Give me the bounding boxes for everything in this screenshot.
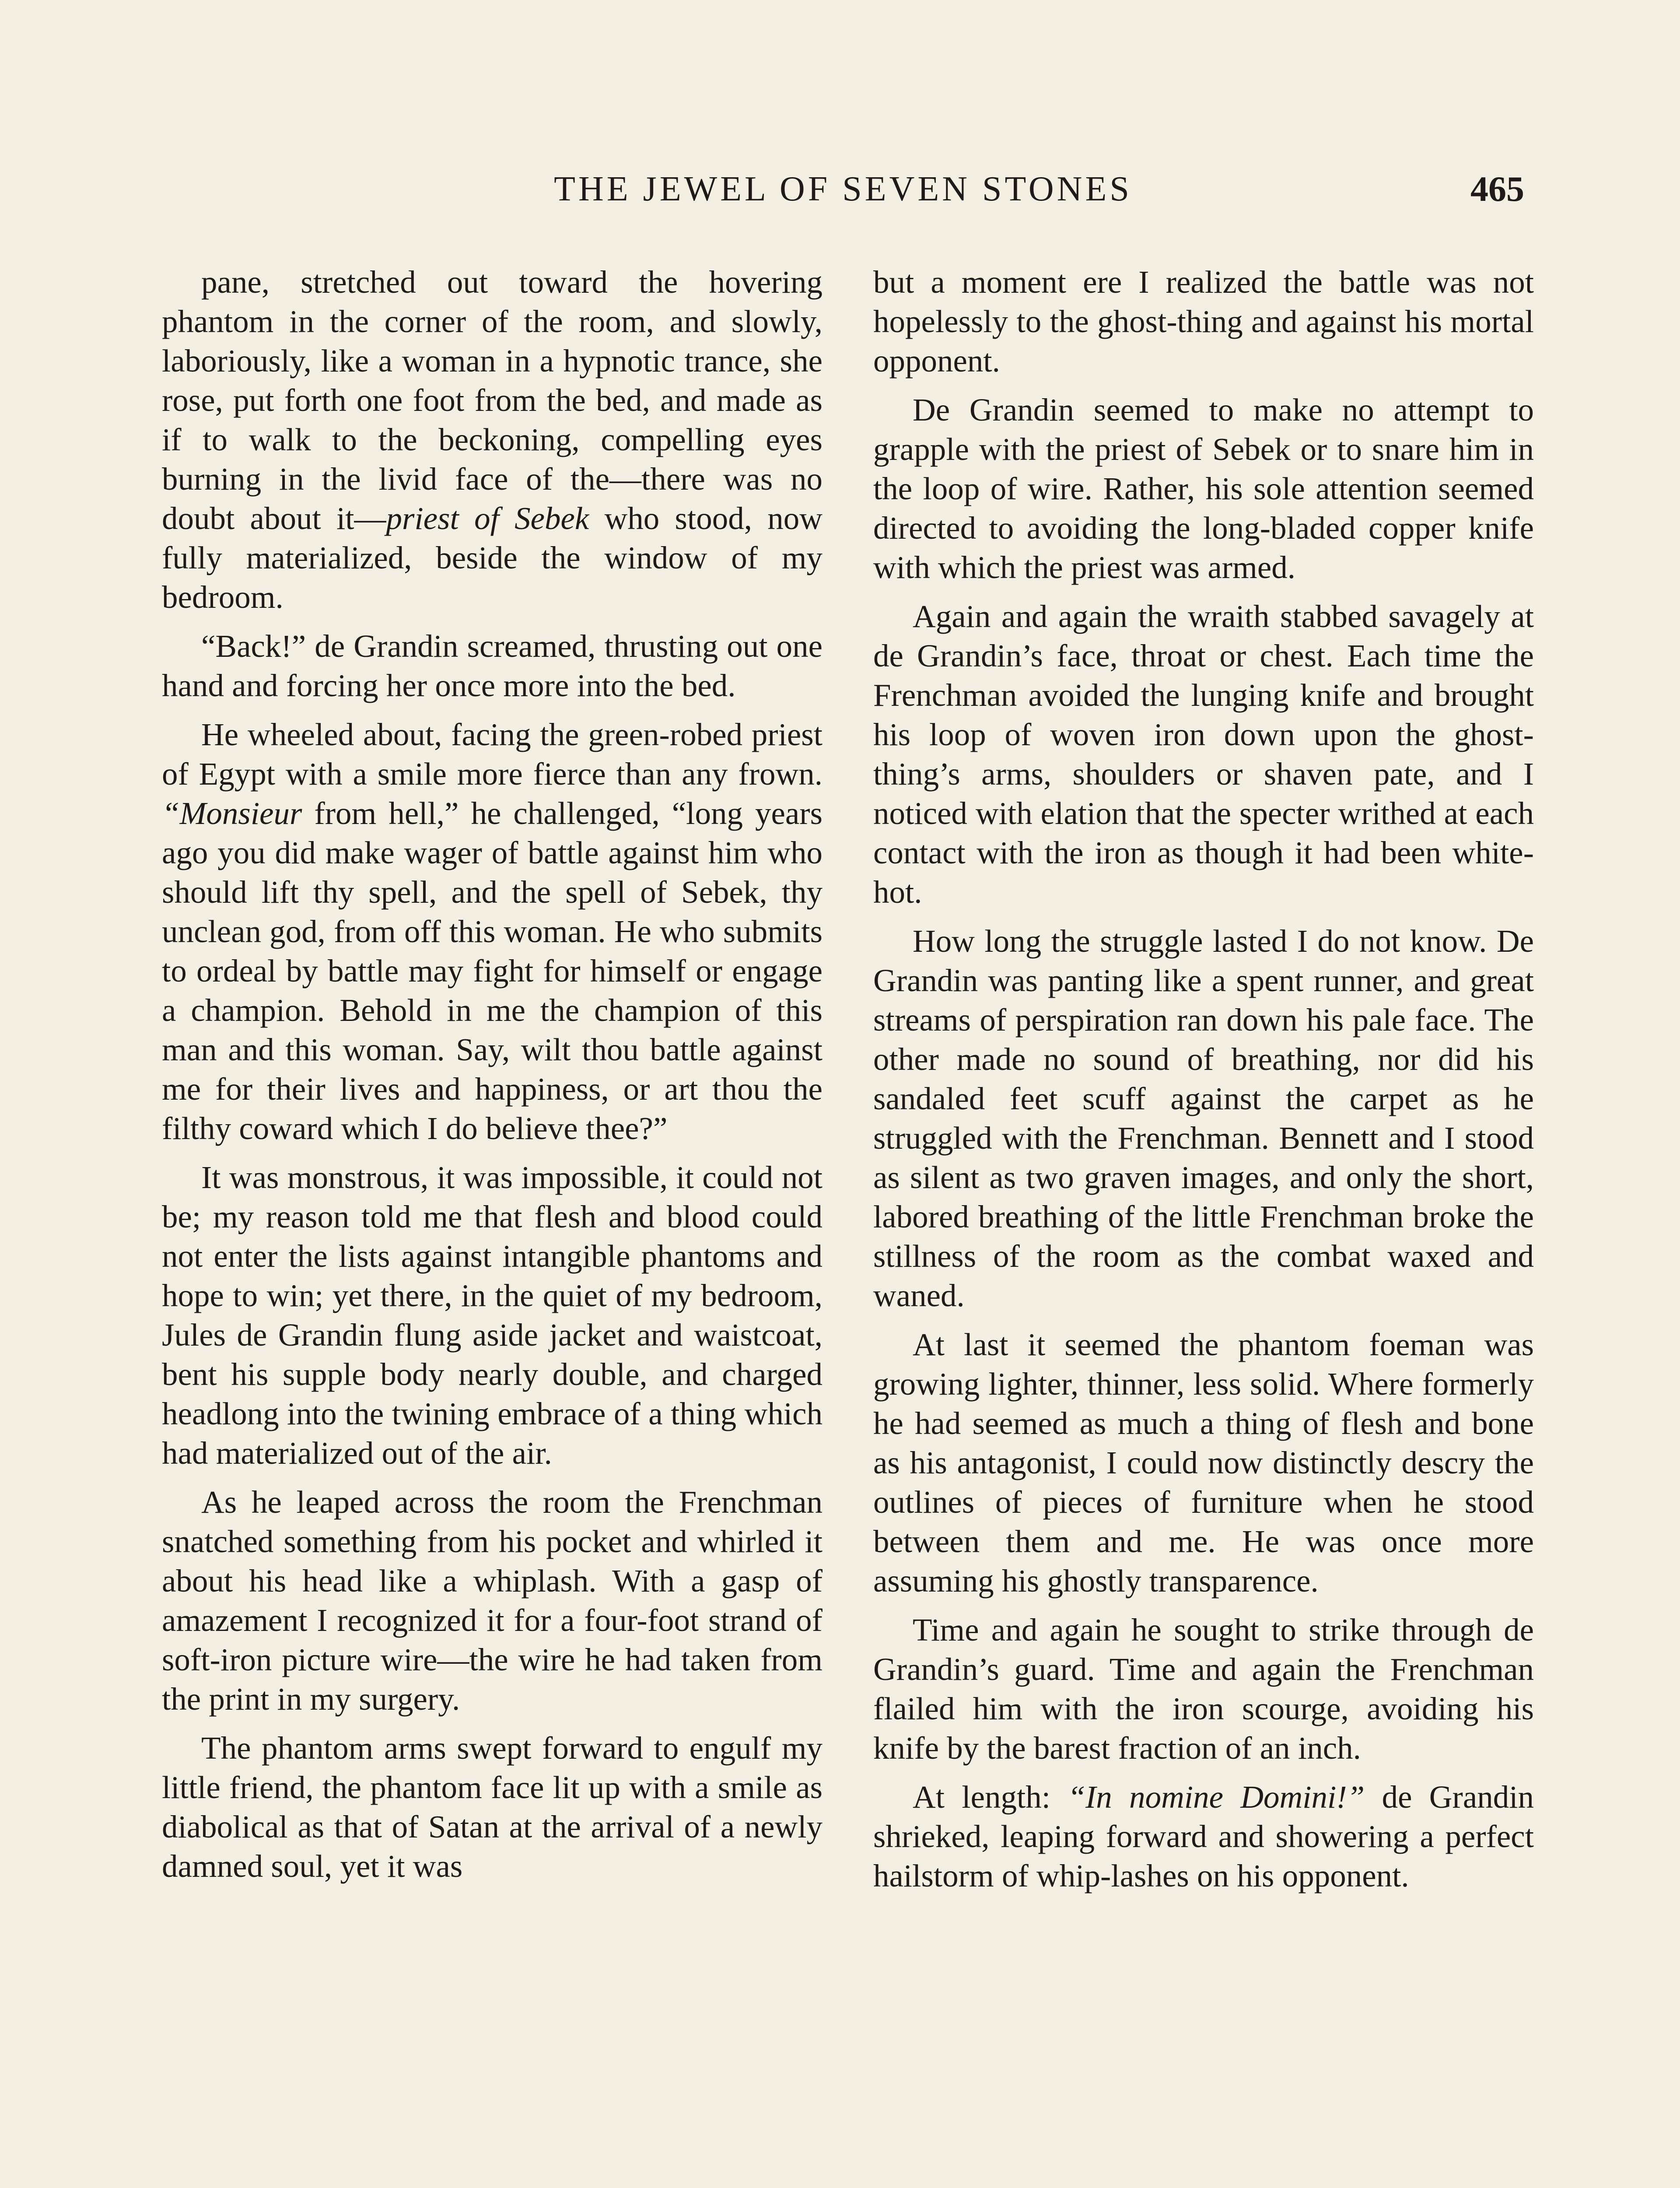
paragraph: pane, stretched out toward the hovering phantom in the corner of the room, and slowly, laboriously, like a woman in a hypnotic trance, she rose, put forth one foot from the bed, and made as if to walk to the beckoning, compelling eyes burning in the livid face of the—there was no doubt about it—priest of Sebek who stood, now fully materialized, beside the window of my bedroom. [162,264,822,615]
paragraph: De Grandin seemed to make no attempt to grapple with the priest of Sebek or to snare him in the loop of wire. Rather, his sole attention seemed directed to avoiding the long-bladed copper knife with which the priest was armed. [873,392,1534,585]
running-title: THE JEWEL OF SEVEN STONES [554,170,1132,208]
paragraph: Again and again the wraith stabbed savagely at de Grandin’s face, throat or chest. Each time the Frenchman avoided the lunging knife and brought his loop of woven iron down upon the ghost-thing’s arms, shoulders or shaven pate, and I noticed with elation that the specter writhed at each contact with the iron as though it had been white-hot. [873,599,1534,910]
paragraph: “Back!” de Grandin screamed, thrusting out one hand and forcing her once more into the bed. [162,628,822,703]
page-number: 465 [1470,169,1524,209]
paragraph: but a moment ere I realized the battle was not hopelessly to the ghost-thing and against his mortal opponent. [873,264,1534,379]
paragraph: As he leaped across the room the Frenchman snatched something from his pocket and whirled it about his head like a whiplash. With a gasp of amazement I recognized it for a four-foot strand of soft-iron picture wire—the wire he had taken from the print in my surgery. [162,1484,822,1717]
paragraph: At last it seemed the phantom foeman was growing lighter, thinner, less solid. Where formerly he had seemed as much a thing of flesh and bone as his antagonist, I could now distinctly descry the outlines of pieces of furniture when he stood between them and me. He was once more assuming his ghostly transparence. [873,1327,1534,1599]
paragraph: How long the struggle lasted I do not know. De Grandin was panting like a spent runner, and great streams of perspiration ran down his pale face. The other made no sound of breathing, nor did his sandaled feet scuff against the carpet as he struggled with the Frenchman. Bennett and I stood as silent as two graven images, and only the short, labored breathing of the little Frenchman broke the stillness of the room as the combat waxed and waned. [873,923,1534,1313]
right-column [873,263,1534,2188]
paragraph: The phantom arms swept forward to engulf my little friend, the phantom face lit up with a smile as diabolical as that of Satan at the arrival of a newly damned soul, yet it was [162,1730,822,1884]
paragraph: Time and again he sought to strike through de Grandin’s guard. Time and again the Frenchman flailed him with the iron scourge, avoiding his knife by the barest fraction of an inch. [873,1612,1534,1766]
page-header [162,163,1524,215]
paragraph: At length: “In nomine Domini!” de Grandin shrieked, leaping forward and showering a perfect hailstorm of whip-lashes on his opponent. [873,1779,1534,1893]
left-column [162,263,822,2188]
paragraph: He wheeled about, facing the green-robed priest of Egypt with a smile more fierce than any frown. “Monsieur from hell,” he challenged, “long years ago you did make wager of battle against him who should lift thy spell, and the spell of Sebek, thy unclean god, from off this woman. He who submits to ordeal by battle may fight for himself or engage a champion. Behold in me the champion of this man and this woman. Say, wilt thou battle against me for their lives and happiness, or art thou the filthy coward which I do believe thee?” [162,717,822,1146]
paragraph: It was monstrous, it was impossible, it could not be; my reason told me that flesh and blood could not enter the lists against intangible phantoms and hope to win; yet there, in the quiet of my bedroom, Jules de Grandin flung aside jacket and waistcoat, bent his supple body nearly double, and charged headlong into the twining embrace of a thing which had materialized out of the air. [162,1160,822,1471]
